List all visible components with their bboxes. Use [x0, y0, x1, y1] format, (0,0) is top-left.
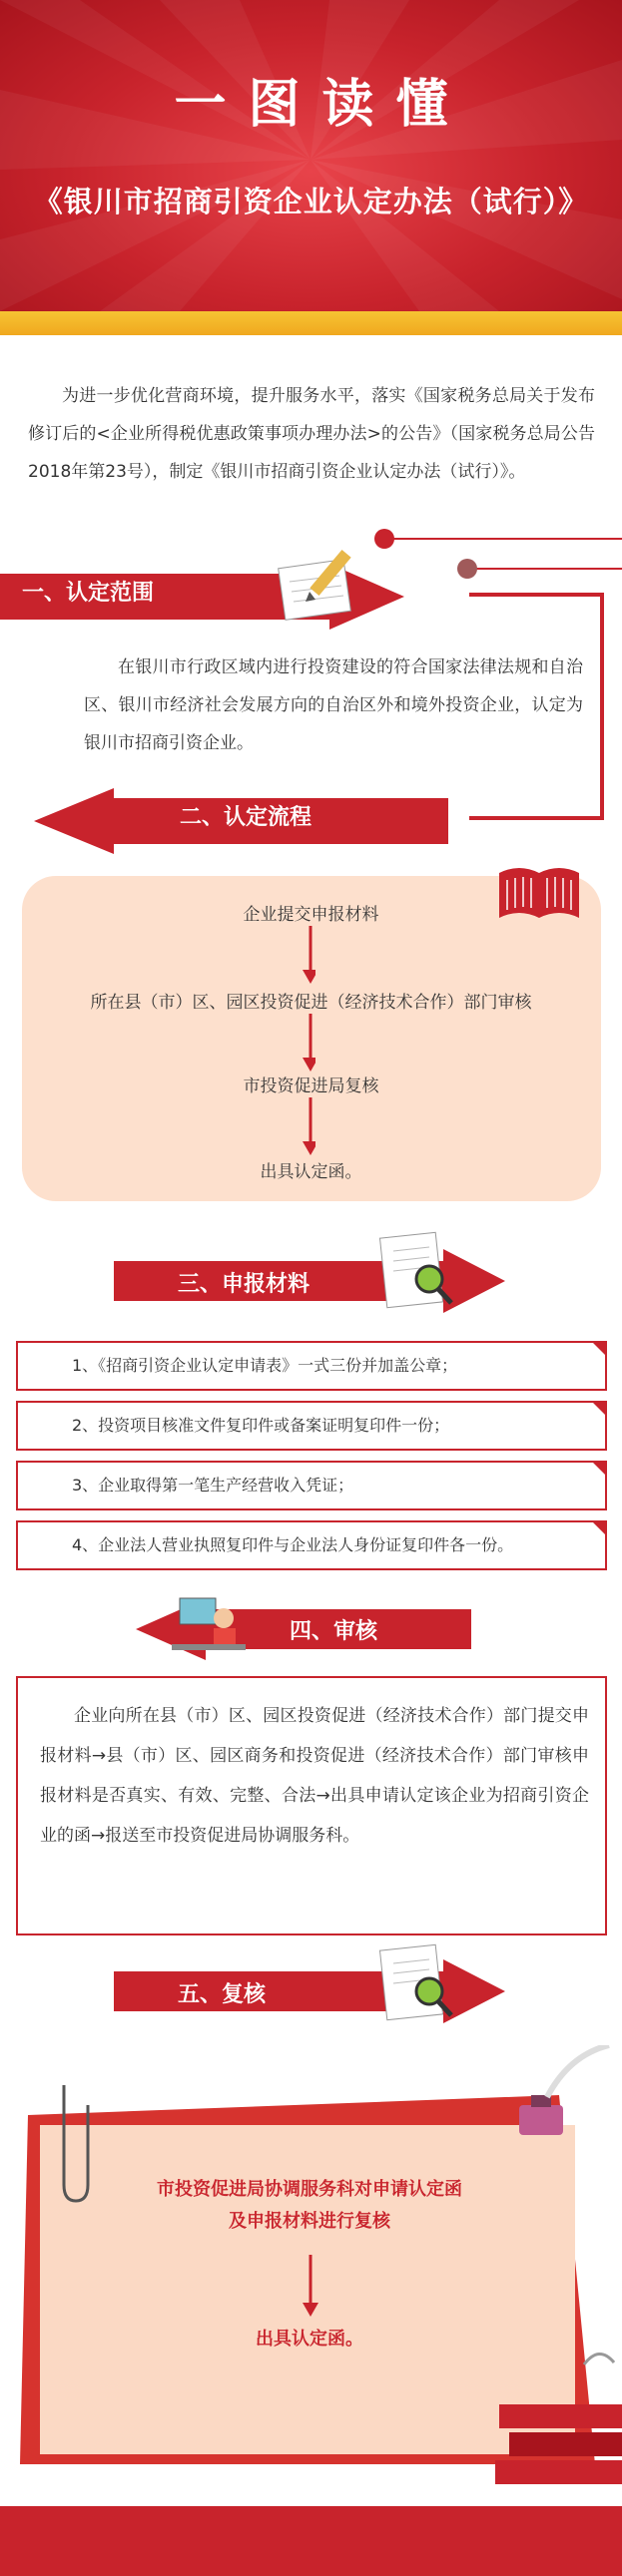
section4-text: 企业向所在县（市）区、园区投资促进（经济技术合作）部门提交申报材料→县（市）区、园区商务和投资促进（经济技术合作）部门审核申报材料是否真实、有效、完整、合法→出具申请认定该企业为招商引资企业的函→报送至市投资促进局协调服务科。: [40, 1706, 589, 1846]
footer-band: [0, 2506, 622, 2576]
section2-title: 二、认定流程: [180, 805, 312, 830]
corner-mark: [591, 1341, 607, 1357]
section3-title: 三、申报材料: [178, 1272, 311, 1297]
corner-mark: [591, 1461, 607, 1477]
section5-title: 五、复核: [178, 1982, 267, 2007]
material-item-text: 1、《招商引资企业认定申请表》一式三份并加盖公章；: [72, 1356, 458, 1375]
header-banner: [0, 0, 622, 311]
material-item-text: 2、投资项目核准文件复印件或备案证明复印件一份；: [72, 1416, 450, 1435]
down-arrow-icon: [302, 2255, 319, 2317]
flow-step-1: 企业提交申报材料: [243, 905, 379, 925]
section5-final: 出具认定函。: [256, 2329, 363, 2350]
section4-title: 四、审核: [290, 1619, 378, 1644]
material-item-text: 4、企业法人营业执照复印件与企业法人身份证复印件各一份。: [72, 1535, 514, 1554]
material-item-2: [16, 1401, 607, 1451]
material-item-text: 3、企业取得第一笔生产经营收入凭证；: [72, 1476, 354, 1495]
corner-mark: [591, 1520, 607, 1536]
material-item-1: [16, 1341, 607, 1391]
flow-step-4: 出具认定函。: [260, 1162, 362, 1182]
section5-line1: 市投资促进局协调服务科对申请认定函: [157, 2179, 462, 2200]
notepad-pencil-icon: [270, 544, 369, 629]
document-magnifier-icon: [371, 1229, 461, 1319]
down-arrow-icon: [302, 1097, 315, 1155]
page-title: 一图读懂: [174, 75, 470, 135]
flow-step-3: 市投资促进局复核: [243, 1076, 379, 1096]
material-item-4: [16, 1520, 607, 1570]
header-rays: [0, 0, 622, 311]
down-arrow-icon: [302, 1014, 315, 1072]
document-magnifier-icon: [371, 1941, 461, 2031]
flow-step-2: 所在县（市）区、园区投资促进（经济技术合作）部门审核: [90, 993, 532, 1013]
section1-text: 在银川市行政区域内进行投资建设的符合国家法律法规和自治区、银川市经济社会发展方向的自治区外和境外投资企业，认定为银川市招商引资企业。: [84, 657, 583, 753]
down-arrow-icon: [302, 926, 315, 984]
section5-line2: 及申报材料进行复核: [229, 2211, 390, 2232]
material-item-3: [16, 1461, 607, 1510]
person-desk-icon: [166, 1584, 256, 1664]
section1-title: 一、认定范围: [22, 581, 155, 606]
gold-band: [0, 311, 622, 335]
corner-mark: [591, 1401, 607, 1417]
intro-paragraph: 为进一步优化营商环境，提升服务水平，落实《国家税务总局关于发布修订后的<企业所得税优惠政策事项办理办法>的公告》（国家税务总局公告2018年第23号），制定《银川市招商引资企业认定办法（试行）》。: [28, 386, 595, 482]
page-subtitle: 《银川市招商引资企业认定办法（试行）》: [33, 185, 589, 218]
